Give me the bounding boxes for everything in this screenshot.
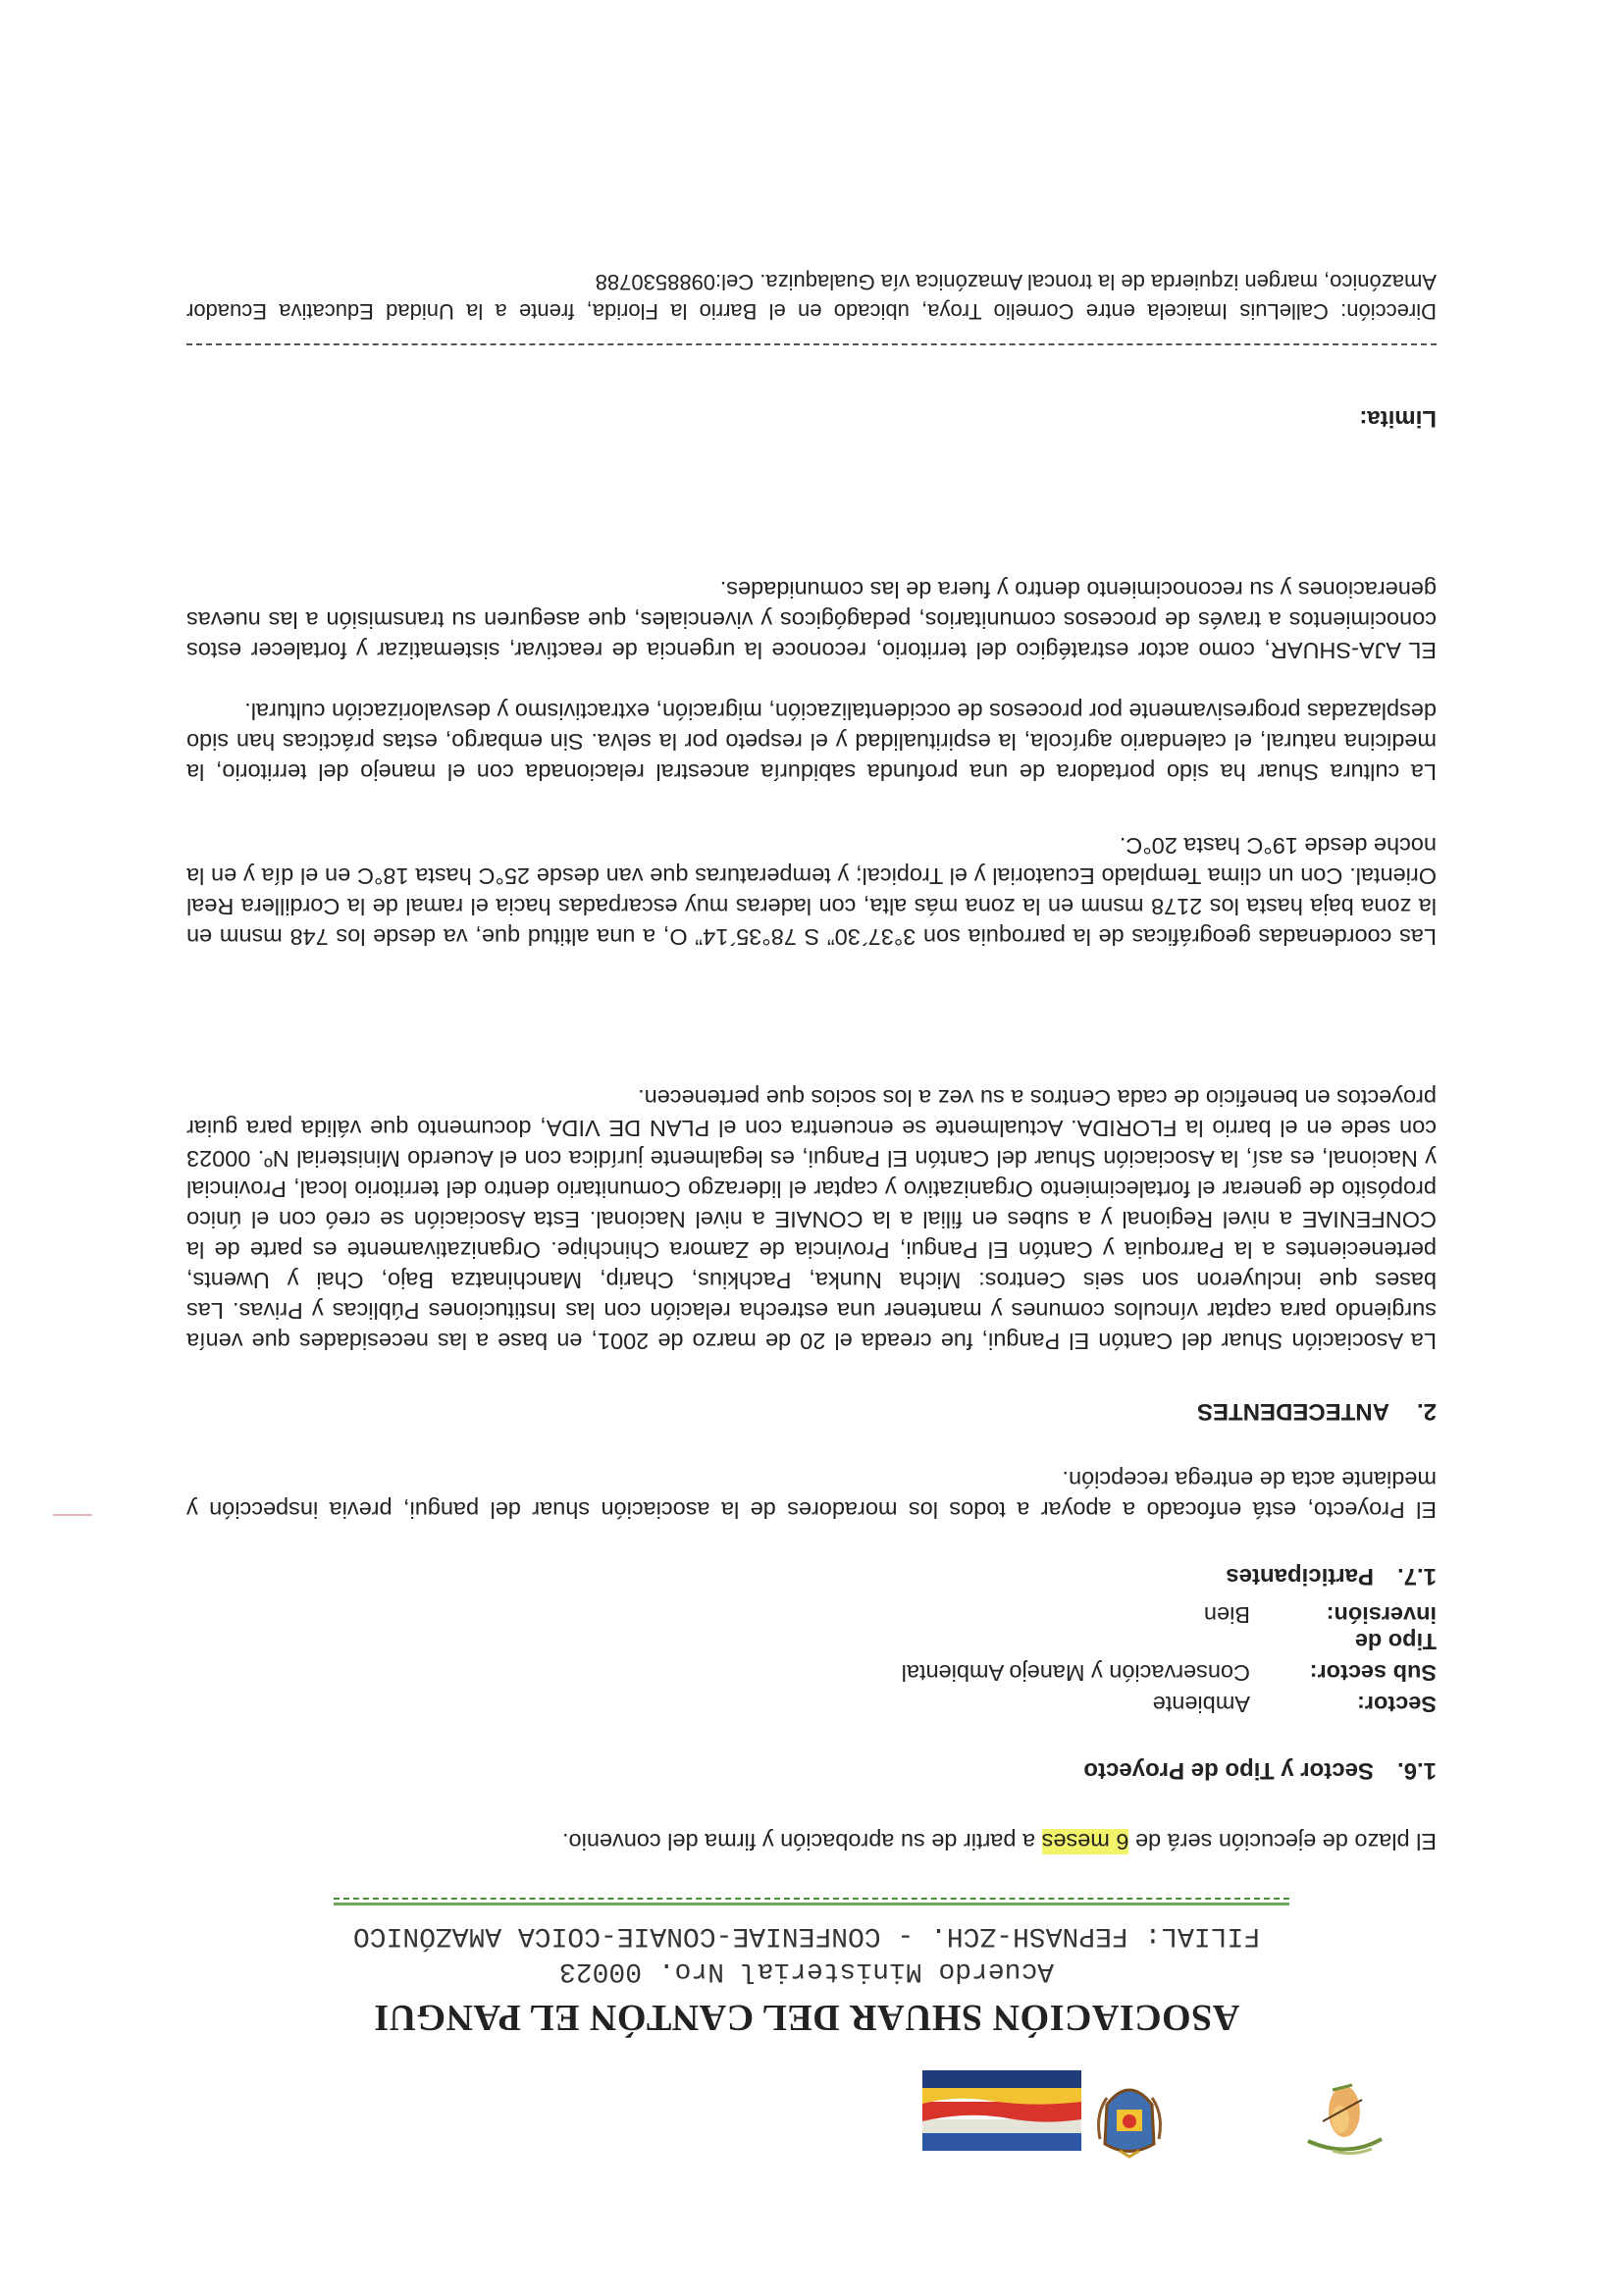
- section-1-6-heading: [1083, 1756, 1437, 1784]
- section-1-7-heading: [1226, 1562, 1437, 1590]
- sector-value: Ambiente: [1152, 1692, 1250, 1717]
- section-title: Participantes: [1226, 1563, 1374, 1590]
- margin-mark: [53, 1514, 92, 1516]
- ministerial-agreement: Acuerdo Ministerial Nro. 00023: [558, 1956, 1055, 1986]
- investment-label: Tipo de inversión:: [1326, 1602, 1437, 1654]
- sector-label: Sector:: [1357, 1692, 1437, 1717]
- section-title: Sector y Tipo de Proyecto: [1083, 1757, 1374, 1784]
- subsector-row: [902, 1659, 1437, 1686]
- sector-row: [1153, 1691, 1437, 1717]
- section-number: 1.6.: [1396, 1757, 1437, 1784]
- footer-address: Dirección: CalleLuis Imaicela entre Cornelio Troya, ubicado en el Barrio la Florida, frente a la Unidad Educativa Ecuador Amazónico, margen izquierda de la troncal Amazónica vía Gualaquiza. Cel:0988530788: [186, 270, 1437, 324]
- shuar-flag-icon: [922, 2070, 1081, 2151]
- execution-text-before: El plazo de ejecución será de: [1128, 1829, 1437, 1854]
- organization-title: ASOCIACIÓN SHUAR DEL CANTÓN EL PANGUI: [373, 1997, 1240, 2038]
- header-rule-dashed: [334, 1898, 1289, 1900]
- footer-divider: [186, 343, 1437, 345]
- antecedents-paragraph-4: EL AJA-SHUAR, como actor estratégico del territorio, reconoce la urgencia de reactivar, sistematizar y fortalecer estos conocimientos a través de procesos comunitarios, pedagógicos y vivenciales, que aseguren su transmisión a las nuevas generaciones y su reconocimiento dentro y fuera de las comunidades.: [186, 577, 1437, 663]
- limits-label: Limita:: [1359, 405, 1437, 432]
- section-title: ANTECEDENTES: [1196, 1398, 1389, 1425]
- affiliation-line: FILIAL: FEPNASH-ZCH. - CONFENIAE-CONAIE-COICA AMAZÓNICO: [352, 1920, 1261, 1951]
- antecedents-paragraph-3: La cultura Shuar ha sido portadora de una profunda sabiduría ancestral relacionada con el manejo del territorio, la medicina natural, el calendario agrícola, la espiritualidad y el respeto por la selva. Sin embargo, estas prácticas han sido desplazadas progresivamente por procesos de occidentalización, migración, extractivismo y desvalorización cultural.: [186, 699, 1437, 785]
- investment-row: [1204, 1601, 1437, 1654]
- subsector-label: Sub sector:: [1309, 1660, 1437, 1686]
- section-number: 1.7.: [1396, 1563, 1437, 1590]
- execution-text-after: a partir de su aprobación y firma del convenio.: [562, 1829, 1042, 1854]
- header-rule: [334, 1903, 1289, 1905]
- participants-text: El Proyecto, está enfocado a apoyar a todos los moradores de la asociación shuar del pangui, previa inspección y mediante acta de entrega recepción.: [186, 1467, 1437, 1523]
- antecedents-paragraph-2: Las coordenadas geográficas de la parroquia son 3°37´30” S 78°35´14” O, a una altitud que, va desde los 748 msnm en la zona baja hasta los 2178 msnm en la zona más alta, con laderas muy escarpadas hacia el ramal de la Cordillera Real Oriental. Con un clima Templado Ecuatorial y el Tropical; y temperaturas que van desde 25°C hasta 18°C en el día y en la noche desde 19°C hasta 20°C.: [186, 833, 1437, 950]
- execution-term: [186, 1826, 1437, 1856]
- section-number: 2.: [1416, 1398, 1437, 1425]
- execution-highlight: 6 meses: [1041, 1829, 1129, 1854]
- coat-of-arms-icon: [1095, 2070, 1164, 2159]
- organization-logo-icon: [1293, 2070, 1401, 2178]
- subsector-value: Conservación y Manejo Ambiental: [901, 1660, 1250, 1686]
- antecedents-paragraph-1: La Asociación Shuar del Cantón El Pangui, fue creada el 20 de marzo de 2001, en base a las necesidades que venía surgiendo para captar vínculos comunes y mantener una estrecha relación con las Instituciones Públicas y Privas. Las bases que incluyeron son seis Centros: Micha Nunka, Pachkius, Charip, Manchinatza Bajo, Chai y Uwents, pertenecientes a la Parroquia y Cantón El Pangui, Provincia de Zamora Chinchipe. Organizativamente es parte de la CONFENIAE a nivel Regional y a subes en filial a la CONAIE a nivel Nacional. Esta Asociación se creó con el único propósito de generar el fortalecimiento Organizativo y captar el liderazgo Comunitario dentro del territorio local, Provincial y Nacional, es así, la Asociación Shuar del Cantón El Pangui, es legalmente jurídica con el Acuerdo Ministerial Nº. 00023 con sede en el barrio la FLORIDA. Actualmente se encuentra con el PLAN DE VIDA, documento que válida para guiar proyectos en beneficio de cada Centros a su vez a los socios que pertenecen.: [186, 1085, 1437, 1354]
- investment-value: Bien: [1203, 1602, 1250, 1628]
- section-2-heading: [1197, 1397, 1437, 1425]
